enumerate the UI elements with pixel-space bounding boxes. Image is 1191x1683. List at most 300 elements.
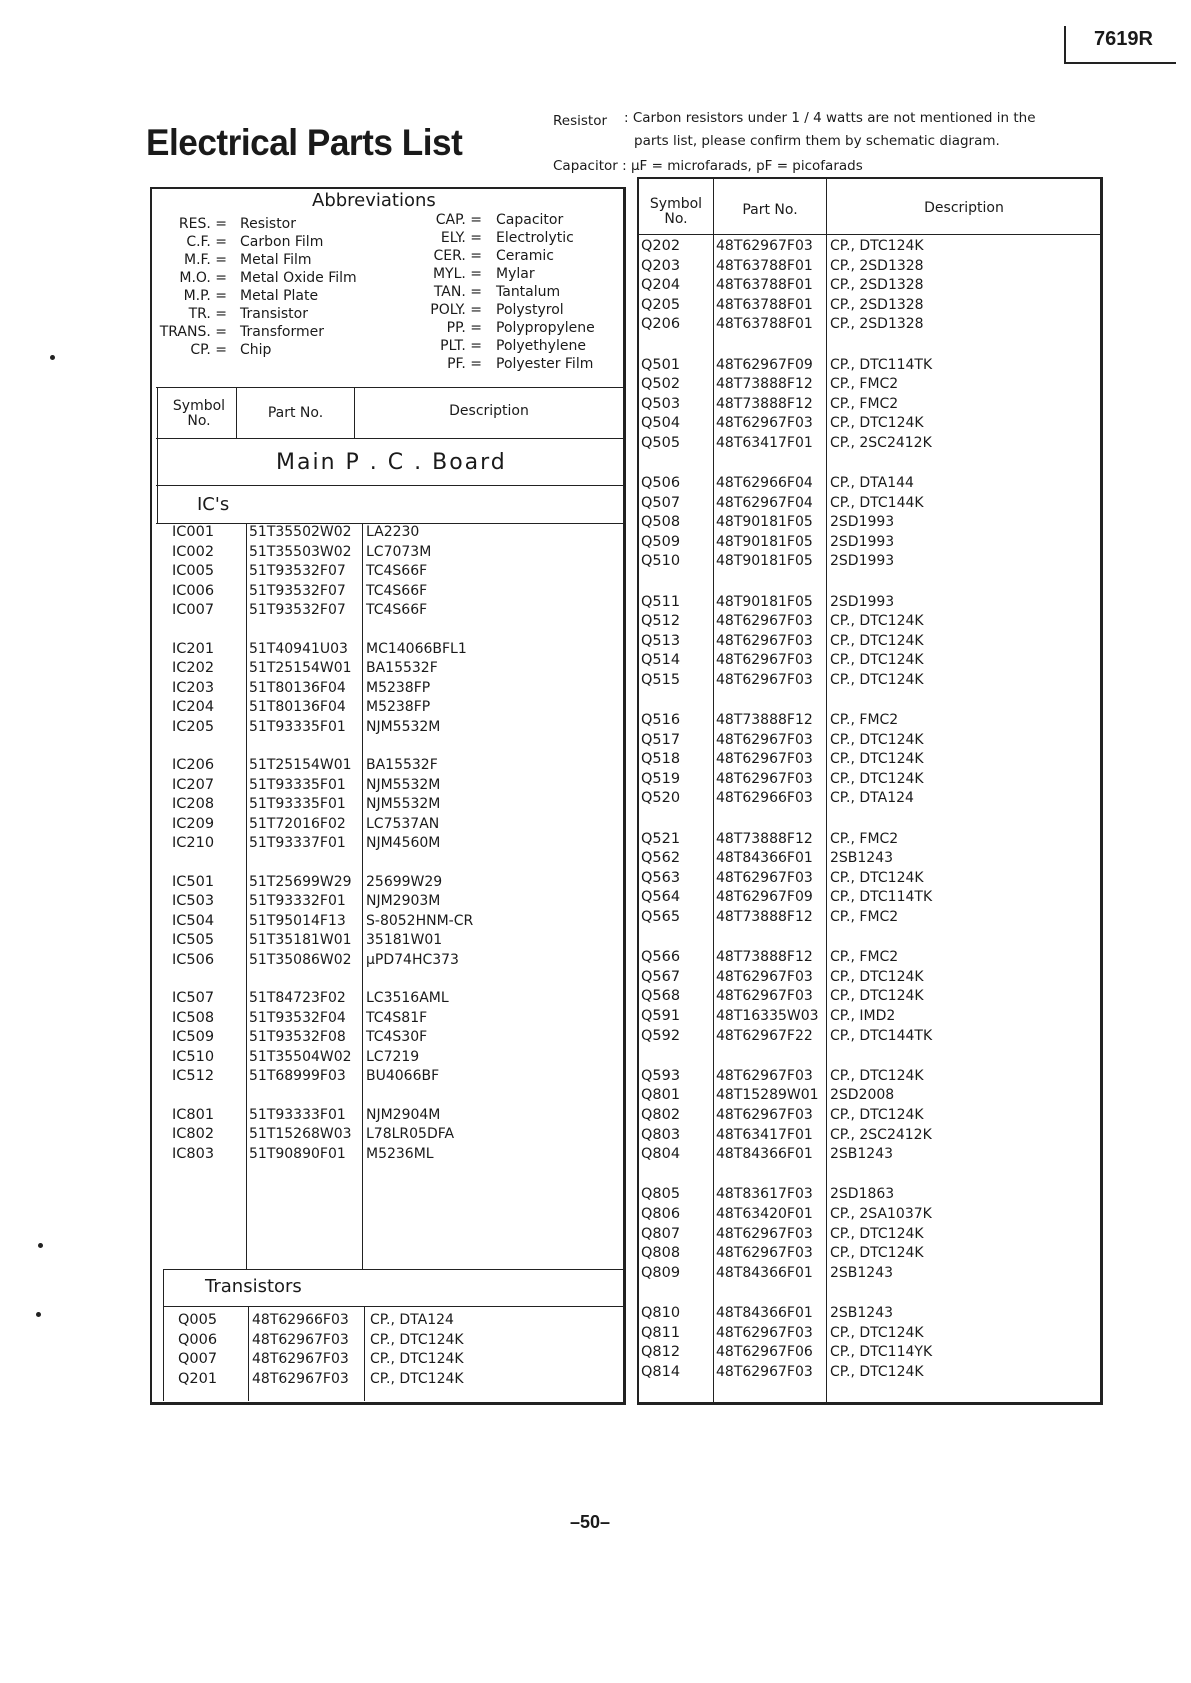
abbr-code: M.F. =	[184, 252, 227, 268]
symbol-no: Q811	[641, 1324, 681, 1341]
description: 2SD1993	[830, 593, 895, 610]
symbol-no: Q566	[641, 949, 681, 966]
part-no: 48T62967F09	[716, 889, 813, 906]
abbr-name: Transistor	[240, 306, 308, 322]
header-symbol-line2: No.	[664, 211, 688, 227]
description: CP., DTC124K	[370, 1370, 464, 1387]
description: CP., DTA144	[830, 475, 914, 492]
symbol-no: Q506	[641, 475, 681, 492]
abbr-name: Metal Plate	[240, 288, 319, 304]
part-no: 48T90181F05	[716, 593, 813, 610]
symbol-no: Q803	[641, 1126, 681, 1143]
description: LC3516AML	[366, 990, 449, 1006]
symbol-no: Q804	[641, 1146, 681, 1163]
part-no: 48T90181F05	[716, 533, 813, 550]
description: BA15532F	[366, 660, 438, 677]
description: CP., 2SC2412K	[830, 434, 932, 451]
part-no: 48T62966F03	[252, 1312, 349, 1328]
symbol-no: Q593	[641, 1067, 681, 1084]
abbr-code: TR. =	[188, 306, 227, 322]
part-no: 48T84366F01	[716, 1146, 813, 1163]
rule	[362, 523, 363, 1269]
description: CP., DTC124K	[830, 1225, 924, 1242]
abbr-code: CER. =	[433, 248, 482, 264]
symbol-no: Q513	[641, 632, 681, 649]
symbol-no: Q518	[641, 751, 681, 768]
description: S-8052HNM-CR	[366, 912, 474, 929]
part-no: 48T62967F03	[716, 731, 813, 748]
symbol-no: IC006	[172, 582, 215, 599]
description: 2SD1993	[830, 533, 895, 550]
margin-mark	[38, 1243, 43, 1248]
note-resistor-label: Resistor	[553, 113, 607, 129]
description: LA2230	[366, 524, 420, 540]
part-no: 48T63417F01	[716, 434, 813, 451]
header-part-no: Part No.	[267, 405, 324, 421]
part-no: 48T62967F03	[716, 613, 813, 630]
part-no: 48T62967F03	[252, 1370, 349, 1387]
symbol-no: IC202	[172, 660, 215, 677]
abbr-name: Transformer	[240, 324, 325, 340]
part-no: 48T62967F03	[716, 968, 813, 985]
part-no: 48T73888F12	[716, 395, 813, 412]
part-no: 48T62967F03	[716, 415, 813, 432]
abbr-name: Polyethylene	[496, 338, 586, 354]
symbol-no: IC007	[172, 602, 215, 619]
description: M5238FP	[366, 679, 431, 696]
symbol-no: IC208	[172, 796, 215, 813]
symbol-no: Q511	[641, 593, 681, 610]
description: 2SB1243	[830, 1146, 894, 1163]
model-number: 7619R	[1094, 28, 1153, 50]
symbol-no: IC505	[172, 932, 215, 949]
part-no: 48T73888F12	[716, 376, 813, 393]
part-no: 51T84723F02	[249, 990, 346, 1006]
description: LC7219	[366, 1048, 420, 1065]
description: CP., 2SC2412K	[830, 1126, 932, 1143]
part-no: 48T62967F03	[716, 869, 813, 886]
symbol-no: IC204	[172, 699, 215, 716]
symbol-no: Q504	[641, 415, 681, 432]
description: CP., FMC2	[830, 395, 899, 412]
part-no: 51T68999F03	[249, 1068, 346, 1085]
symbol-no: Q812	[641, 1344, 681, 1361]
description: TC4S66F	[366, 563, 428, 580]
part-no: 51T93532F04	[249, 1009, 346, 1026]
note-capacitor: Capacitor : µF = microfarads, pF = picofarads	[553, 158, 863, 174]
description: CP., DTC124K	[830, 770, 924, 787]
description: CP., DTC124K	[830, 869, 924, 886]
part-no: 48T83617F03	[716, 1186, 813, 1203]
rule	[826, 179, 827, 1403]
symbol-no: Q520	[641, 790, 681, 807]
symbol-no: Q562	[641, 850, 681, 867]
part-no: 48T63788F01	[716, 316, 813, 333]
symbol-no: IC501	[172, 873, 215, 890]
rule	[157, 387, 158, 438]
abbr-code: M.O. =	[179, 270, 227, 286]
part-no: 48T73888F12	[716, 830, 813, 847]
description: µPD74HC373	[366, 951, 459, 968]
header-symbol-line2: No.	[187, 413, 211, 429]
symbol-no: Q808	[641, 1245, 681, 1262]
part-no: 48T62967F03	[716, 1106, 813, 1123]
page-number: –50–	[570, 1512, 611, 1532]
page-title: Electrical Parts List	[146, 122, 463, 163]
abbr-name: Carbon Film	[240, 234, 324, 250]
part-no: 48T16335W03	[716, 1007, 819, 1024]
symbol-no: IC207	[172, 776, 215, 793]
description: CP., DTC144TK	[830, 1027, 933, 1044]
description: CP., DTC124K	[370, 1351, 464, 1368]
description: NJM5532M	[366, 718, 441, 735]
abbr-code: C.F. =	[186, 234, 227, 250]
symbol-no: Q810	[641, 1304, 681, 1321]
part-no: 48T62967F03	[716, 1067, 813, 1084]
symbol-no: IC508	[172, 1009, 215, 1026]
rule	[156, 438, 624, 439]
description: CP., DTC124K	[830, 1324, 924, 1341]
part-no: 51T15268W03	[249, 1126, 352, 1143]
abbreviations-title: Abbreviations	[312, 190, 436, 211]
part-no: 51T93335F01	[249, 718, 346, 735]
symbol-no: IC001	[172, 524, 215, 540]
symbol-no: IC210	[172, 835, 215, 852]
symbol-no: Q501	[641, 356, 681, 373]
part-no: 48T63417F01	[716, 1126, 813, 1143]
description: M5236ML	[366, 1145, 434, 1162]
rule	[163, 1269, 624, 1270]
part-no: 51T35504W02	[249, 1048, 352, 1065]
description: 25699W29	[366, 873, 443, 890]
part-no: 48T90181F05	[716, 553, 813, 570]
part-no: 48T84366F01	[716, 850, 813, 867]
part-no: 48T84366F01	[716, 1264, 813, 1281]
abbr-code: PP. =	[446, 320, 482, 336]
symbol-no: Q517	[641, 731, 681, 748]
rule	[156, 485, 624, 486]
symbol-no: Q514	[641, 652, 681, 669]
part-no: 48T73888F12	[716, 712, 813, 729]
abbr-name: Polypropylene	[496, 320, 595, 336]
part-no: 51T90890F01	[249, 1145, 346, 1162]
symbol-no: IC512	[172, 1068, 215, 1085]
rule	[354, 387, 355, 438]
symbol-no: IC203	[172, 679, 215, 696]
symbol-no: Q206	[641, 316, 681, 333]
part-no: 48T62966F03	[716, 790, 813, 807]
part-no: 48T62967F03	[716, 238, 813, 254]
part-no: 48T62967F09	[716, 356, 813, 373]
abbr-name: Electrolytic	[496, 230, 574, 246]
symbol-no: Q805	[641, 1186, 681, 1203]
description: CP., DTC124K	[370, 1331, 464, 1348]
description: CP., 2SD1328	[830, 257, 924, 274]
part-no: 51T25154W01	[249, 757, 352, 773]
abbr-code: TAN. =	[433, 284, 482, 300]
description: CP., 2SA1037K	[830, 1205, 932, 1222]
rule	[236, 387, 237, 438]
description: CP., DTC124K	[830, 968, 924, 985]
symbol-no: IC801	[172, 1106, 215, 1123]
symbol-no: IC504	[172, 912, 215, 929]
description: MC14066BFL1	[366, 640, 467, 657]
symbol-no: Q521	[641, 830, 681, 847]
description: TC4S66F	[366, 602, 428, 619]
description: CP., DTC124K	[830, 652, 924, 669]
rule	[157, 438, 158, 524]
part-no: 48T62967F03	[716, 671, 813, 688]
part-no: 51T93333F01	[249, 1106, 346, 1123]
symbol-no: Q201	[178, 1370, 218, 1387]
symbol-no: Q807	[641, 1225, 681, 1242]
abbr-code: PLT. =	[440, 338, 482, 354]
description: CP., DTC124K	[830, 613, 924, 630]
description: 2SB1243	[830, 1304, 894, 1321]
board-title: Main P . C . Board	[276, 450, 507, 475]
description: M5238FP	[366, 699, 431, 716]
symbol-no: Q512	[641, 613, 681, 630]
part-no: 48T62967F22	[716, 1027, 813, 1044]
description: 35181W01	[366, 932, 443, 949]
description: 2SD1863	[830, 1186, 895, 1203]
part-no: 48T84366F01	[716, 1304, 813, 1321]
symbol-no: Q592	[641, 1027, 681, 1044]
abbr-code: TRANS. =	[159, 324, 227, 340]
rule	[163, 1269, 164, 1401]
description: CP., DTA124	[370, 1312, 454, 1328]
abbr-name: Ceramic	[496, 248, 554, 264]
description: 2SD1993	[830, 514, 895, 531]
part-no: 51T80136F04	[249, 679, 346, 696]
symbol-no: Q802	[641, 1106, 681, 1123]
description: TC4S66F	[366, 582, 428, 599]
description: CP., FMC2	[830, 376, 899, 393]
header-part-no-right: Part No.	[742, 202, 798, 218]
abbr-name: Capacitor	[496, 212, 564, 228]
part-no: 48T73888F12	[716, 908, 813, 925]
rule	[246, 523, 247, 1269]
description: CP., DTC114TK	[830, 889, 933, 906]
symbol-no: Q006	[178, 1331, 218, 1348]
rule	[639, 234, 1101, 235]
symbol-no: Q202	[641, 238, 681, 254]
symbol-no: Q563	[641, 869, 681, 886]
symbol-no: Q565	[641, 908, 681, 925]
part-no: 48T62967F06	[716, 1344, 813, 1361]
description: CP., DTC124K	[830, 1106, 924, 1123]
symbol-no: Q007	[178, 1351, 218, 1368]
margin-mark	[36, 1312, 41, 1317]
symbol-no: IC510	[172, 1048, 215, 1065]
part-no: 48T62967F03	[716, 988, 813, 1005]
rule	[713, 179, 714, 1403]
part-no: 51T93335F01	[249, 776, 346, 793]
symbol-no: Q814	[641, 1363, 681, 1380]
description: CP., DTC124K	[830, 988, 924, 1005]
symbol-no: IC005	[172, 563, 215, 580]
part-no: 51T95014F13	[249, 912, 346, 929]
description: CP., FMC2	[830, 949, 899, 966]
symbol-no: Q519	[641, 770, 681, 787]
part-no: 51T93532F07	[249, 602, 346, 619]
symbol-no: Q510	[641, 553, 681, 570]
description: NJM2904M	[366, 1106, 441, 1123]
symbol-no: Q515	[641, 671, 681, 688]
part-no: 48T62967F03	[716, 1324, 813, 1341]
description: CP., FMC2	[830, 830, 899, 847]
part-no: 51T35086W02	[249, 951, 352, 968]
part-no: 51T25699W29	[249, 873, 352, 890]
symbol-no: Q806	[641, 1205, 681, 1222]
abbr-name: Mylar	[496, 266, 535, 282]
abbr-code: POLY. =	[430, 302, 482, 318]
part-no: 48T62967F03	[716, 751, 813, 768]
symbol-no: Q567	[641, 968, 681, 985]
part-no: 51T93337F01	[249, 835, 346, 852]
symbol-no: IC802	[172, 1126, 215, 1143]
abbr-code: MYL. =	[432, 266, 482, 282]
symbol-no: IC002	[172, 543, 215, 560]
symbol-no: IC503	[172, 893, 215, 910]
description: LC7073M	[366, 543, 432, 560]
symbol-no: Q509	[641, 533, 681, 550]
description: NJM5532M	[366, 796, 441, 813]
description: L78LR05DFA	[366, 1126, 455, 1143]
symbol-no: Q508	[641, 514, 681, 531]
note-resistor-line2: parts list, please confirm them by schematic diagram.	[634, 133, 1000, 149]
description: 2SD2008	[830, 1087, 895, 1104]
rule	[156, 387, 624, 388]
abbr-name: Tantalum	[496, 284, 561, 300]
margin-mark	[50, 355, 55, 360]
description: CP., DTC144K	[830, 494, 924, 511]
symbol-no: Q801	[641, 1087, 681, 1104]
description: NJM4560M	[366, 835, 441, 852]
description: 2SB1243	[830, 850, 894, 867]
rule	[364, 1306, 365, 1401]
part-no: 48T62967F03	[716, 770, 813, 787]
part-no: 51T35181W01	[249, 932, 352, 949]
part-no: 48T62967F03	[716, 1245, 813, 1262]
part-no: 48T62967F03	[716, 632, 813, 649]
header-symbol-no-right	[640, 197, 712, 227]
header-description-right: Description	[924, 200, 1004, 216]
part-no: 51T80136F04	[249, 699, 346, 716]
part-no: 48T62967F03	[716, 1363, 813, 1380]
symbol-no: IC206	[172, 757, 215, 773]
part-no: 51T25154W01	[249, 660, 352, 677]
symbol-no: IC509	[172, 1029, 215, 1046]
symbol-no: IC201	[172, 640, 215, 657]
description: CP., DTC124K	[830, 238, 924, 254]
part-no: 48T73888F12	[716, 949, 813, 966]
description: CP., 2SD1328	[830, 296, 924, 313]
part-no: 48T62967F03	[252, 1351, 349, 1368]
symbol-no: Q507	[641, 494, 681, 511]
part-no: 48T62967F03	[716, 1225, 813, 1242]
description: NJM5532M	[366, 776, 441, 793]
abbr-code: CAP. =	[435, 212, 482, 228]
part-no: 51T35502W02	[249, 524, 352, 540]
part-no: 48T90181F05	[716, 514, 813, 531]
description: 2SB1243	[830, 1264, 894, 1281]
description: CP., IMD2	[830, 1007, 896, 1024]
part-no: 48T63420F01	[716, 1205, 813, 1222]
part-no: 48T63788F01	[716, 257, 813, 274]
description: TC4S81F	[366, 1009, 428, 1026]
description: TC4S30F	[366, 1029, 428, 1046]
part-no: 51T93532F07	[249, 563, 346, 580]
part-no: 48T63788F01	[716, 277, 813, 294]
abbr-code: M.P. =	[183, 288, 227, 304]
part-no: 51T35503W02	[249, 543, 352, 560]
note-resistor-line1: : Carbon resistors under 1 / 4 watts are not mentioned in the	[624, 110, 1036, 126]
description: CP., 2SD1328	[830, 277, 924, 294]
part-no: 51T40941U03	[249, 640, 348, 657]
part-no: 51T93532F07	[249, 582, 346, 599]
abbr-name: Polyester Film	[496, 356, 594, 372]
abbr-code: PF. =	[447, 356, 482, 372]
symbol-no: IC803	[172, 1145, 215, 1162]
symbol-no: IC507	[172, 990, 215, 1006]
header-symbol-line1: Symbol	[649, 196, 703, 212]
part-no: 48T62967F03	[716, 652, 813, 669]
symbol-no: Q568	[641, 988, 681, 1005]
description: LC7537AN	[366, 815, 440, 832]
part-no: 48T62967F04	[716, 494, 813, 511]
symbol-no: Q809	[641, 1264, 681, 1281]
description: CP., 2SD1328	[830, 316, 924, 333]
description: CP., DTC114TK	[830, 356, 933, 373]
description: BU4066BF	[366, 1068, 440, 1085]
abbr-code: CP. =	[190, 342, 227, 358]
symbol-no: Q005	[178, 1312, 218, 1328]
symbol-no: Q505	[641, 434, 681, 451]
abbr-name: Resistor	[240, 216, 296, 232]
description: CP., DTC124K	[830, 1245, 924, 1262]
description: CP., DTC124K	[830, 731, 924, 748]
symbol-no: Q564	[641, 889, 681, 906]
rule	[163, 1306, 624, 1307]
header-description: Description	[449, 403, 529, 419]
part-no: 51T93532F08	[249, 1029, 346, 1046]
description: CP., DTC124K	[830, 671, 924, 688]
symbol-no: Q204	[641, 277, 681, 294]
header-symbol-line1: Symbol	[172, 398, 226, 414]
description: CP., DTC124K	[830, 1363, 924, 1380]
part-no: 48T15289W01	[716, 1087, 819, 1104]
description: CP., DTC124K	[830, 1067, 924, 1084]
description: CP., DTC124K	[830, 632, 924, 649]
description: CP., FMC2	[830, 712, 899, 729]
part-no: 48T63788F01	[716, 296, 813, 313]
part-no: 48T62967F03	[252, 1331, 349, 1348]
symbol-no: Q503	[641, 395, 681, 412]
abbr-code: RES. =	[178, 216, 227, 232]
abbr-name: Chip	[240, 342, 272, 358]
abbr-name: Polystyrol	[496, 302, 564, 318]
symbol-no: IC205	[172, 718, 215, 735]
header-symbol-no	[164, 399, 234, 429]
symbol-no: Q203	[641, 257, 681, 274]
part-no: 51T72016F02	[249, 815, 346, 832]
abbr-name: Metal Oxide Film	[240, 270, 357, 286]
rule	[248, 1306, 249, 1401]
symbol-no: Q205	[641, 296, 681, 313]
description: BA15532F	[366, 757, 438, 773]
description: NJM2903M	[366, 893, 441, 910]
